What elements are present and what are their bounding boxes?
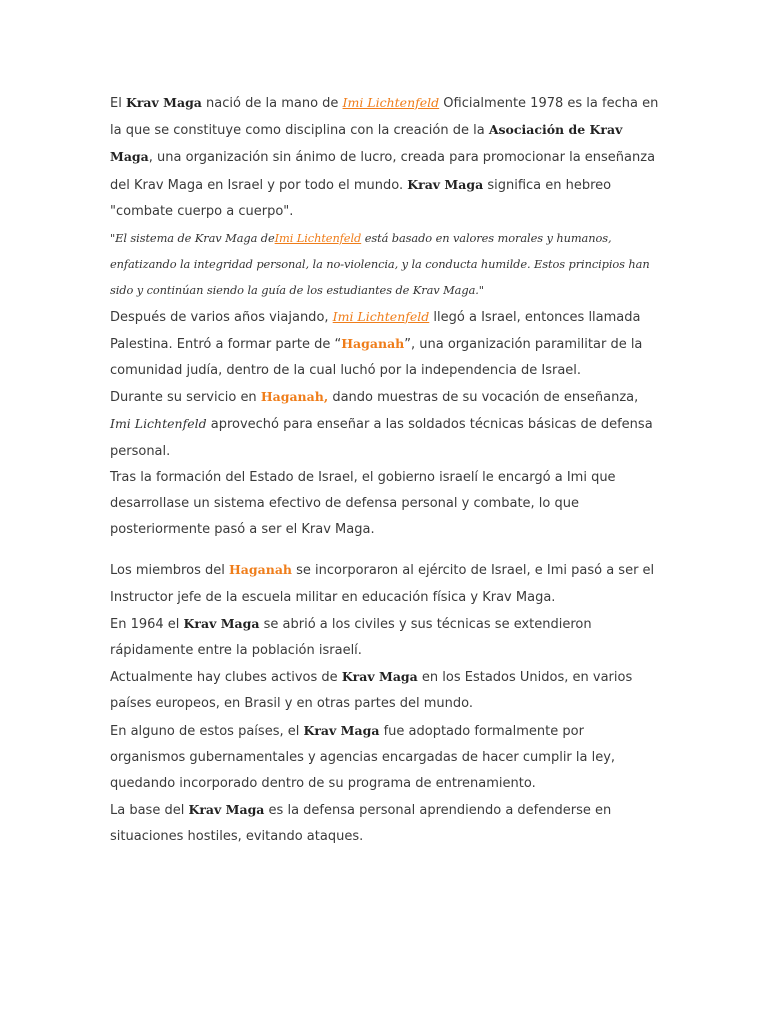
paragraph-1964 — [110, 611, 660, 664]
text: en los Estados Unidos, en varios países europeos, en Brasil y en otras partes del mundo. — [110, 670, 633, 712]
term-krav-maga: Krav Maga — [188, 802, 265, 818]
text: Tras la formación del Estado de Israel, el gobierno israelí le encargó a Imi que desarrollase un sistema efectivo de defensa personal y combate, lo que posteriormente pasó a ser el Krav Maga. — [110, 469, 616, 538]
term-imi-italic: Imi Lichtenfeld — [110, 416, 207, 432]
text: Después de varios años viajando, — [110, 309, 333, 325]
term-krav-maga: Krav Maga — [341, 669, 418, 685]
quote-paragraph — [110, 225, 660, 304]
term-haganah: Haganah — [341, 335, 405, 351]
text: En 1964 el — [110, 616, 184, 632]
text: La base del — [110, 803, 189, 819]
text: Durante su servicio en — [110, 390, 261, 406]
paragraph-origin — [110, 90, 660, 225]
text: En alguno de estos países, el — [110, 723, 304, 739]
paragraph-travel — [110, 304, 660, 385]
term-krav-maga: Krav Maga — [407, 176, 484, 192]
text: dando muestras de su vocación de enseñanza, — [328, 390, 639, 406]
paragraph-service — [110, 384, 660, 465]
paragraph-gap — [110, 543, 660, 557]
text: llegó a Israel, entonces llamada Palestina. Entró a formar parte de “ — [110, 309, 641, 352]
document-body — [110, 90, 660, 851]
text: se abrió a los civiles y sus técnicas se extendieron rápidamente entre la población israelí. — [110, 616, 592, 659]
text: El — [110, 96, 126, 111]
paragraph-base — [110, 797, 660, 850]
term-haganah: Haganah — [228, 562, 293, 578]
text: fue adoptado formalmente por organismos gubernamentales y agencias encargadas de hacer cumplir la ley, quedando incorporado dentro de su programa de entrenamiento. — [110, 723, 616, 792]
paragraph-clubs — [110, 664, 660, 717]
term-krav-maga: Krav Maga — [183, 615, 260, 631]
link-imi-lichtenfeld[interactable]: Imi Lichtenfeld — [274, 231, 362, 246]
text: se incorporaron al ejército de Israel, e Imi pasó a ser el Instructor jefe de la escuela militar en educación física y Krav Maga. — [110, 563, 655, 605]
term-haganah: Haganah, — [260, 389, 329, 405]
text: Los miembros del — [110, 563, 229, 579]
paragraph-adoption — [110, 718, 660, 798]
paragraph-members — [110, 557, 660, 610]
text: nació de la mano de — [201, 96, 343, 111]
text: aprovechó para enseñar a las soldados técnicas básicas de defensa personal. — [110, 417, 653, 459]
paragraph-state — [110, 465, 660, 544]
text: Oficialmente 1978 es la fecha en la que se constituye como disciplina con la creación de la — [110, 96, 659, 139]
text: , una organización sin ánimo de lucro, creada para promocionar la enseñanza del Krav Maga en Israel y por todo el mundo. — [110, 150, 656, 193]
text: está basado en valores morales y humanos, enfatizando la integridad personal, la no-violencia, y la conducta humilde. Estos principios han sido y continúan siendo la guía de los estudiantes de Krav Maga." — [110, 231, 650, 298]
text: es la defensa personal aprendiendo a defenderse en situaciones hostiles, evitando ataques. — [110, 803, 612, 845]
link-imi-lichtenfeld[interactable]: Imi Lichtenfeld — [342, 95, 440, 110]
term-krav-maga: Krav Maga — [125, 95, 202, 110]
term-krav-maga: Krav Maga — [303, 722, 380, 738]
text: "El sistema de Krav Maga de — [110, 231, 275, 246]
term-asociacion: Asociación de Krav Maga — [110, 122, 623, 165]
text: Actualmente hay clubes activos de — [110, 670, 342, 686]
link-imi-lichtenfeld[interactable]: Imi Lichtenfeld — [332, 308, 430, 324]
text: ”, una organización paramilitar de la comunidad judía, dentro de la cual luchó por la independencia de Israel. — [110, 336, 643, 379]
text: significa en hebreo "combate cuerpo a cuerpo". — [110, 177, 612, 219]
